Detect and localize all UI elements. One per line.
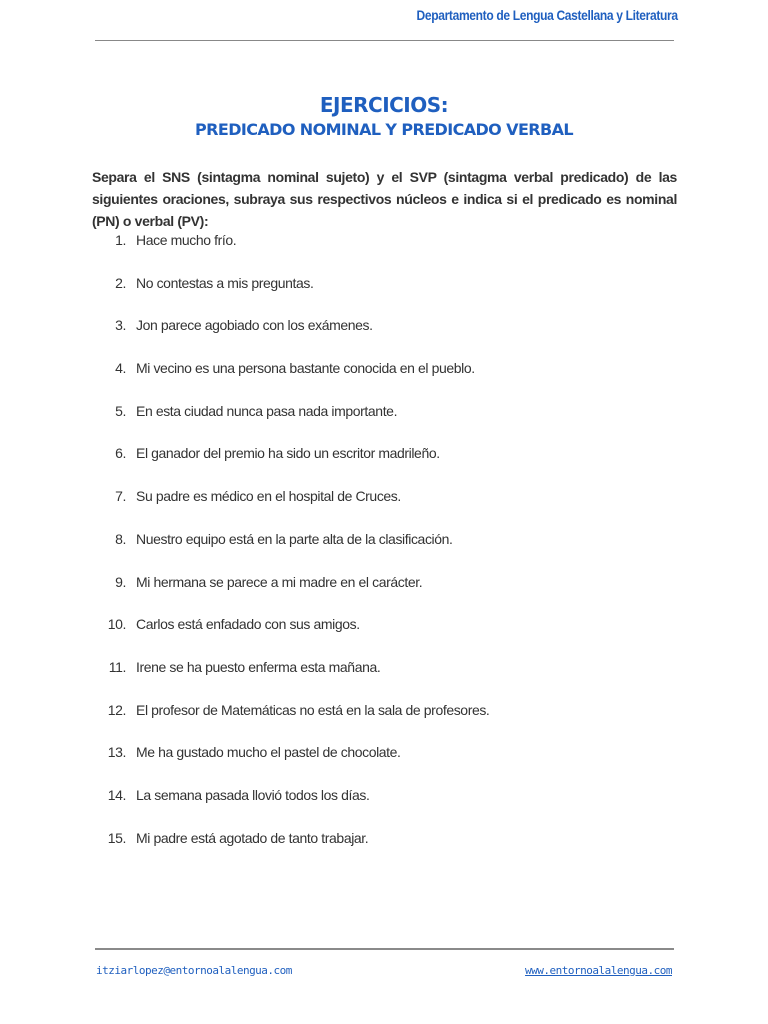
exercise-item [0,273,768,316]
footer-divider [95,948,674,950]
exercise-number: 7. [115,488,126,505]
exercise-sentence: Irene se ha puesto enferma esta mañana. [136,658,381,675]
exercise-item [0,315,768,358]
exercise-sentence: Jon parece agobiado con los exámenes. [136,317,373,334]
exercise-item [0,700,768,743]
exercise-item [0,401,768,444]
exercise-sentence: Carlos está enfadado con sus amigos. [136,616,360,633]
page-title: EJERCICIOS: [319,93,449,117]
exercise-number: 3. [115,317,126,334]
exercise-sentence: El ganador del premio ha sido un escritor madrileño. [136,445,440,462]
footer-email-link[interactable]: itziarlopez@entornoalalengua.com [96,964,292,977]
exercise-number: 8. [115,530,126,547]
exercise-number: 1. [115,232,126,248]
header-divider [95,40,674,41]
exercise-number: 9. [115,573,126,590]
exercise-item [0,358,768,401]
exercise-item [0,529,768,572]
exercise-sentence: No contestas a mis preguntas. [136,274,314,291]
exercise-sentence: Mi padre está agotado de tanto trabajar. [136,829,369,846]
exercise-number: 2. [115,274,126,291]
exercise-number: 6. [115,445,126,462]
exercise-item [0,785,768,828]
exercise-number: 13. [107,744,126,761]
exercise-sentence: La semana pasada llovió todos los días. [136,786,370,803]
exercise-sentence: El profesor de Matemáticas no está en la sala de profesores. [136,701,490,718]
exercise-list [0,230,768,870]
exercise-item [0,443,768,486]
exercise-sentence: Mi hermana se parece a mi madre en el carácter. [136,573,423,590]
footer-website-link[interactable]: www.entornoalalengua.com [525,964,672,977]
header-department: Departamento de Lengua Castellana y Literatura [416,7,678,23]
exercise-item [0,828,768,871]
exercise-number: 15. [107,829,126,846]
exercise-number: 5. [115,402,126,419]
exercise-item [0,486,768,529]
exercise-number: 14. [107,786,126,803]
exercise-item [0,230,768,273]
exercise-sentence: Me ha gustado mucho el pastel de chocolate. [136,744,401,761]
exercise-sentence: Mi vecino es una persona bastante conocida en el pueblo. [136,360,475,377]
exercise-item [0,572,768,615]
exercise-number: 12. [107,701,126,718]
exercise-sentence: Hace mucho frío. [136,232,237,248]
exercise-item [0,742,768,785]
exercise-sentence: Nuestro equipo está en la parte alta de la clasificación. [136,530,453,547]
exercise-sentence: Su padre es médico en el hospital de Cruces. [136,488,401,505]
exercise-number: 10. [107,616,126,633]
exercise-number: 11. [108,658,126,675]
page-subtitle: PREDICADO NOMINAL Y PREDICADO VERBAL [195,120,573,139]
instructions-paragraph: Separa el SNS (sintagma nominal sujeto) y el SVP (sintagma verbal predicado) de las siguientes oraciones, subraya sus respectivos núcleos e indica si el predicado es nominal (PN) o verbal (PV): [92,169,677,229]
exercise-item [0,614,768,657]
title-block [0,92,768,142]
exercise-item [0,657,768,700]
exercise-sentence: En esta ciudad nunca pasa nada importante. [136,402,398,419]
exercise-number: 4. [115,360,126,377]
